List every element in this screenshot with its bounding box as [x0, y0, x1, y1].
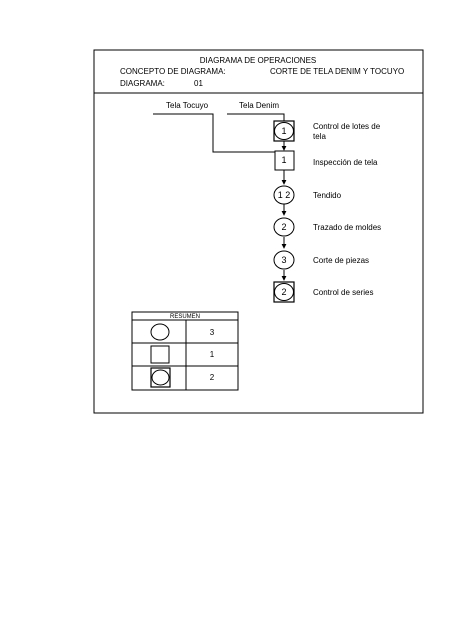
step-label: Tendido	[313, 191, 342, 200]
step-label: Control de series	[313, 288, 374, 297]
diagram-value: 01	[194, 79, 203, 88]
step-control-lotes	[274, 121, 381, 141]
input-tela-denim	[227, 101, 284, 122]
input-label: Tela Tocuyo	[166, 101, 209, 110]
step-number: 2	[281, 222, 287, 232]
step-label: Inspección de tela	[313, 158, 378, 167]
input-label: Tela Denim	[239, 101, 280, 110]
step-inspeccion	[275, 151, 378, 170]
step-number: 2	[281, 287, 287, 297]
step-number: 3	[281, 255, 287, 265]
step-label: Corte de piezas	[313, 256, 370, 265]
summary-count: 1	[209, 350, 215, 359]
summary-count: 3	[209, 328, 215, 337]
summary-border	[132, 312, 238, 390]
step-label: tela	[313, 132, 326, 141]
step-trazado	[274, 218, 381, 236]
step-number: 1	[281, 155, 287, 165]
diagram-label: DIAGRAMA:	[120, 79, 165, 88]
diagram-title: DIAGRAMA DE OPERACIONES	[199, 56, 317, 65]
step-corte	[274, 251, 369, 269]
concept-label: CONCEPTO DE DIAGRAMA:	[120, 67, 226, 76]
concept-value: CORTE DE TELA DENIM Y TOCUYO	[270, 67, 405, 76]
step-number: 1 2	[277, 190, 291, 200]
step-number: 1	[281, 126, 287, 136]
step-tendido	[274, 186, 342, 204]
summary-title: RESUMEN	[169, 314, 201, 320]
step-control-series	[274, 282, 373, 302]
input-line	[153, 114, 287, 152]
summary-count: 2	[209, 373, 215, 382]
step-label: Trazado de moldes	[313, 223, 382, 232]
summary-table	[132, 312, 238, 390]
step-label: Control de lotes de	[313, 122, 381, 131]
